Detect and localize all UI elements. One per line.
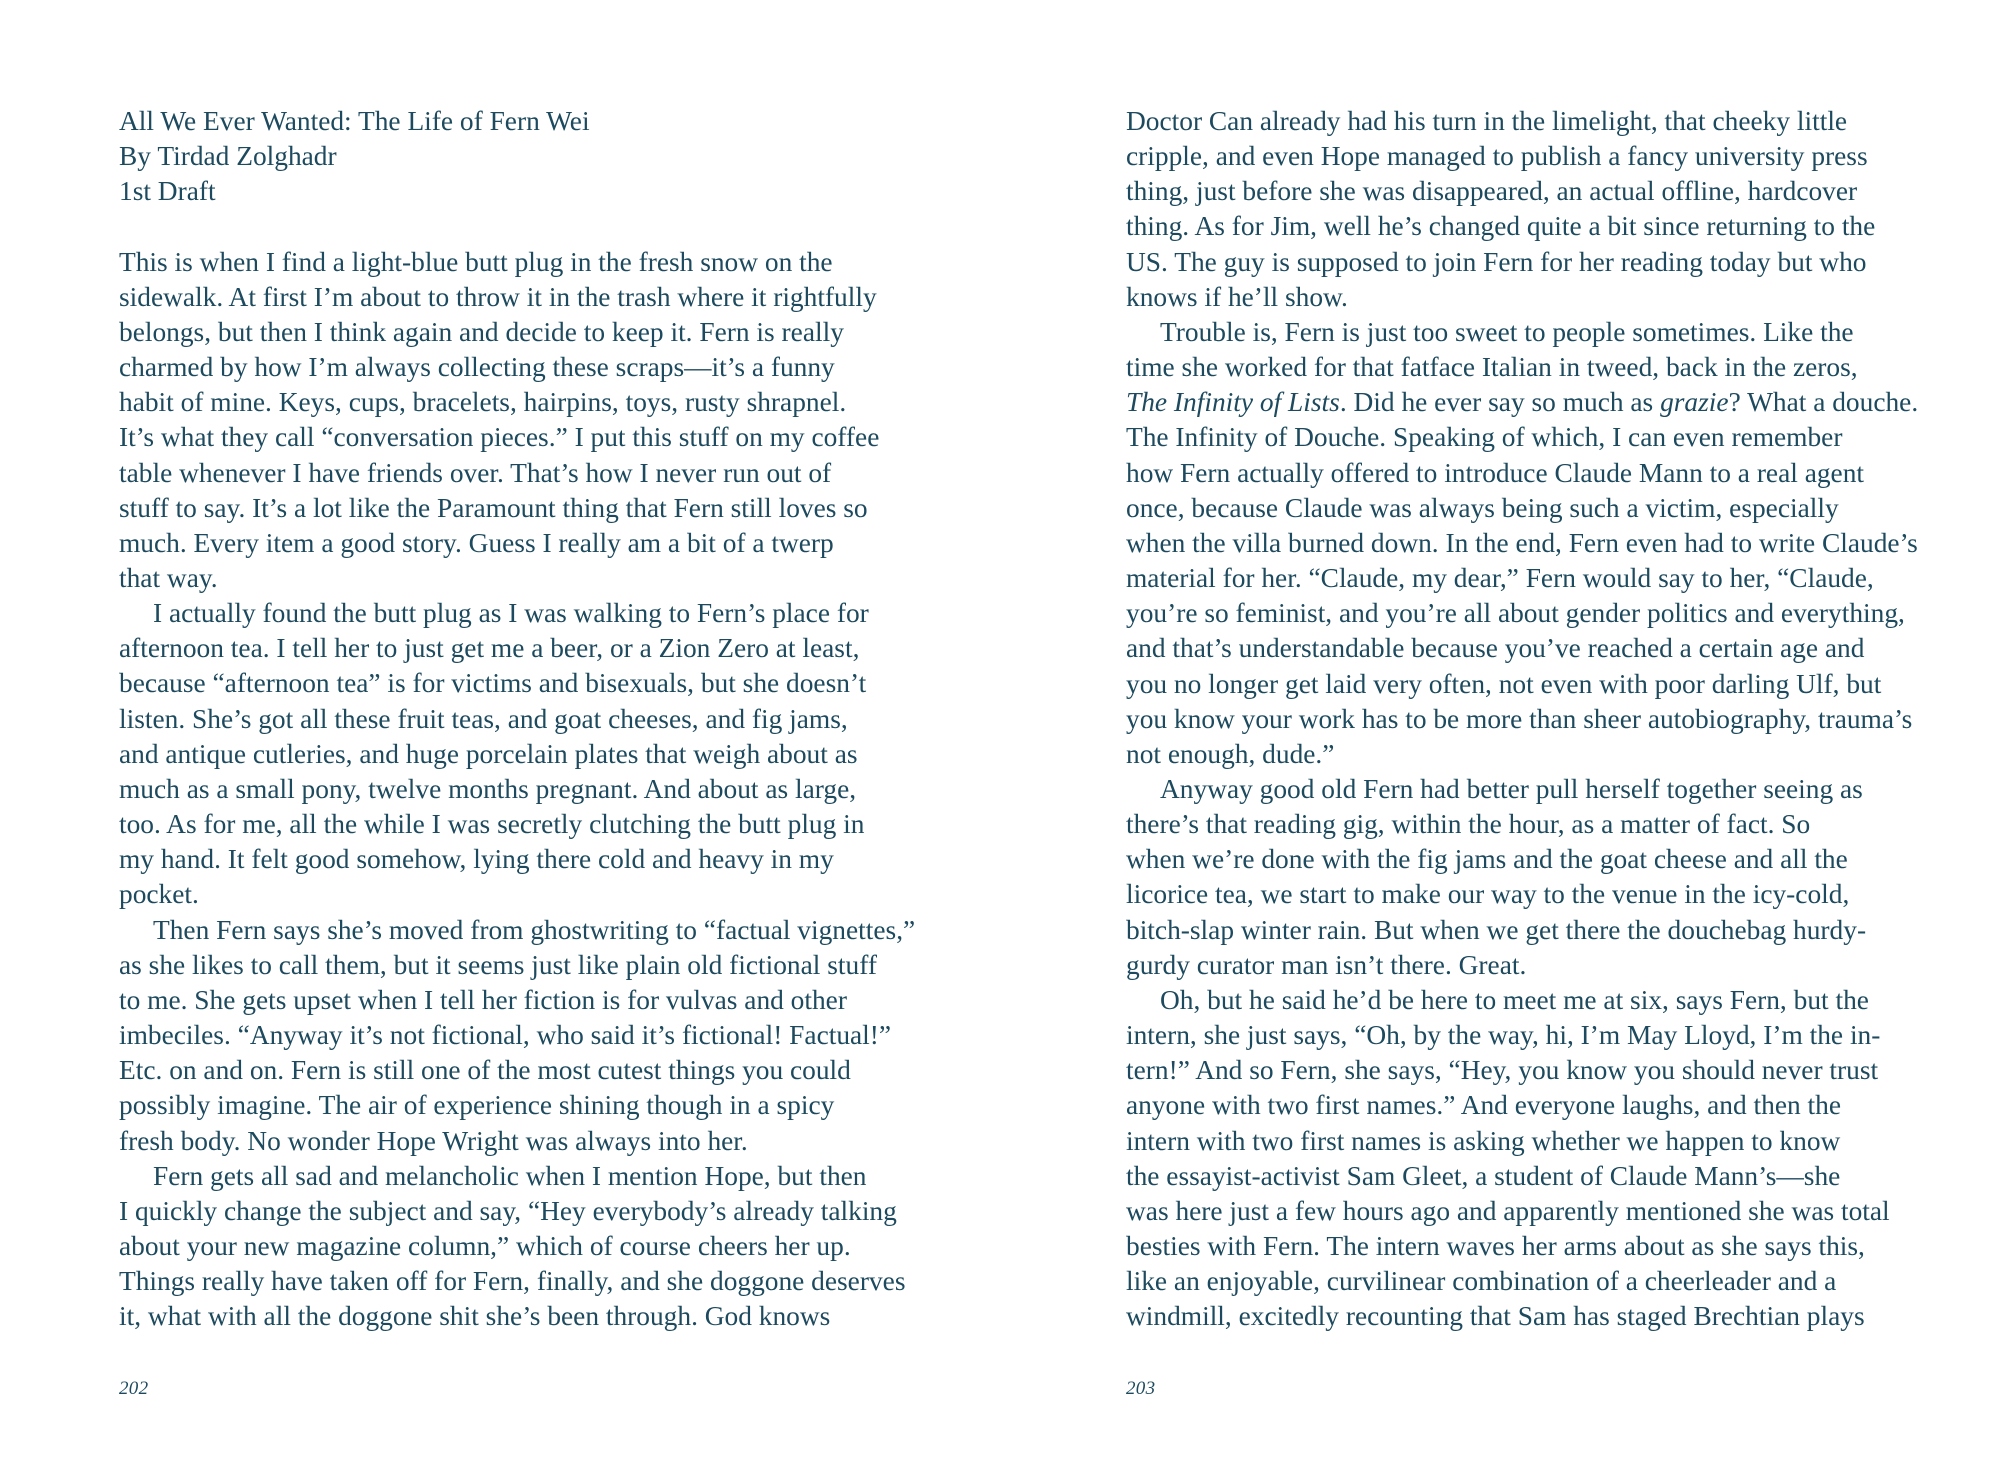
body-line: I quickly change the subject and say, “Hey everybody’s already talking	[119, 1195, 897, 1226]
author-line: By Tirdad Zolghadr	[119, 141, 337, 172]
body-line: habit of mine. Keys, cups, bracelets, hairpins, toys, rusty shrapnel.	[119, 387, 847, 418]
body-line: you know your work has to be more than sheer autobiography, trauma’s	[1126, 703, 1913, 734]
body-line: Anyway good old Fern had better pull herself together seeing as	[1160, 773, 1863, 804]
body-line: and that’s understandable because you’ve reached a certain age and	[1126, 633, 1865, 664]
body-line: The Infinity of Douche. Speaking of which, I can even remember	[1126, 422, 1843, 453]
right-body-text-bottom	[1126, 420, 1926, 1334]
draft-label: 1st Draft	[119, 176, 216, 207]
body-line: it, what with all the doggone shit she’s been through. God knows	[119, 1301, 831, 1332]
body-line: Things really have taken off for Fern, finally, and she doggone deserves	[119, 1266, 906, 1297]
body-line: belongs, but then I think again and decide to keep it. Fern is really	[119, 316, 844, 347]
body-line: intern with two first names is asking whether we happen to know	[1126, 1125, 1841, 1156]
body-line: you no longer get laid very often, not even with poor darling Ulf, but	[1126, 668, 1882, 699]
book-title: All We Ever Wanted: The Life of Fern Wei	[119, 106, 590, 136]
body-line: fresh body. No wonder Hope Wright was always into her.	[119, 1125, 748, 1156]
page-number-right: 203	[1126, 1378, 1156, 1399]
body-line: besties with Fern. The intern waves her arms about as she says this,	[1126, 1231, 1865, 1261]
body-line: not enough, dude.”	[1126, 738, 1335, 769]
italic-line-part: . Did he ever say so much as	[1339, 387, 1661, 418]
body-line: how Fern actually offered to introduce Claude Mann to a real agent	[1126, 457, 1865, 488]
body-line: thing, just before she was disappeared, an actual offline, hardcover	[1126, 176, 1858, 207]
body-line: much as a small pony, twelve months pregnant. And about as large,	[119, 773, 857, 804]
body-line: afternoon tea. I tell her to just get me a beer, or a Zion Zero at least,	[119, 633, 860, 664]
left-text-block	[119, 104, 919, 1334]
body-line: imbeciles. “Anyway it’s not fictional, who said it’s fictional! Factual!”	[119, 1020, 892, 1051]
body-line: too. As for me, all the while I was secretly clutching the butt plug in	[119, 809, 865, 840]
body-line: US. The guy is supposed to join Fern for her reading today but who	[1126, 246, 1867, 277]
body-line: Doctor Can already had his turn in the limelight, that cheeky little	[1126, 106, 1848, 136]
left-body-text	[119, 245, 919, 1335]
right-text-block	[1126, 104, 1926, 1334]
body-line: you’re so feminist, and you’re all about gender politics and everything,	[1126, 598, 1905, 629]
body-line: like an enjoyable, curvilinear combination of a cheerleader and a	[1126, 1266, 1837, 1297]
body-line: once, because Claude was always being such a victim, especially	[1126, 492, 1839, 523]
body-line-italics	[1126, 385, 1926, 420]
body-line: This is when I find a light-blue butt plug in the fresh snow on the	[119, 246, 833, 277]
body-line: sidewalk. At first I’m about to throw it in the trash where it rightfully	[119, 281, 877, 312]
body-line: anyone with two first names.” And everyone laughs, and then the	[1126, 1090, 1842, 1121]
body-line: I actually found the butt plug as I was walking to Fern’s place for	[153, 598, 869, 629]
body-line: cripple, and even Hope managed to publish a fancy university press	[1126, 141, 1868, 172]
body-line: about your new magazine column,” which of course cheers her up.	[119, 1230, 851, 1261]
body-line: was here just a few hours ago and apparently mentioned she was total	[1126, 1195, 1890, 1226]
body-line: that way.	[119, 563, 218, 594]
right-body-text-top	[1126, 104, 1926, 385]
body-line: knows if he’ll show.	[1126, 281, 1348, 312]
body-line: as she likes to call them, but it seems just like plain old fictional stuff	[119, 949, 877, 980]
body-line: material for her. “Claude, my dear,” Fern would say to her, “Claude,	[1126, 563, 1874, 594]
body-line: possibly imagine. The air of experience shining though in a spicy	[119, 1090, 835, 1121]
body-line: Then Fern says she’s moved from ghostwriting to “factual vignettes,”	[153, 914, 916, 945]
italic-book-title: The Infinity of Lists	[1126, 387, 1340, 418]
body-line: to me. She gets upset when I tell her fiction is for vulvas and other	[119, 984, 847, 1015]
body-line: there’s that reading gig, within the hour, as a matter of fact. So	[1126, 809, 1811, 840]
body-line: Etc. on and on. Fern is still one of the most cutest things you could	[119, 1055, 851, 1086]
body-line: table whenever I have friends over. That’s how I never run out of	[119, 457, 832, 488]
body-line: windmill, excitedly recounting that Sam has staged Brechtian plays	[1126, 1301, 1865, 1332]
page-number-left: 202	[119, 1378, 149, 1399]
body-line: tern!” And so Fern, she says, “Hey, you know you should never trust	[1126, 1055, 1879, 1086]
body-line: intern, she just says, “Oh, by the way, hi, I’m May Lloyd, I’m the in-	[1126, 1020, 1881, 1051]
body-line: the essayist-activist Sam Gleet, a student of Claude Mann’s—she	[1126, 1160, 1841, 1191]
body-line: much. Every item a good story. Guess I really am a bit of a twerp	[119, 527, 834, 558]
body-line: time she worked for that fatface Italian in tweed, back in the zeros,	[1126, 352, 1858, 383]
body-line: and antique cutleries, and huge porcelain plates that weigh about as	[119, 738, 858, 769]
body-line: when we’re done with the fig jams and the goat cheese and all the	[1126, 844, 1848, 875]
body-line: when the villa burned down. In the end, Fern even had to write Claude’s	[1126, 527, 1918, 558]
body-line: licorice tea, we start to make our way to the venue in the icy-cold,	[1126, 879, 1850, 910]
body-line: gurdy curator man isn’t there. Great.	[1126, 949, 1527, 980]
body-line: pocket.	[119, 879, 199, 910]
body-line: bitch-slap winter rain. But when we get there the douchebag hurdy-	[1126, 914, 1867, 945]
body-line: stuff to say. It’s a lot like the Paramount thing that Fern still loves so	[119, 492, 868, 523]
body-line: charmed by how I’m always collecting these scraps—it’s a funny	[119, 352, 835, 383]
body-line: because “afternoon tea” is for victims and bisexuals, but she doesn’t	[119, 668, 867, 699]
body-line: Trouble is, Fern is just too sweet to people sometimes. Like the	[1160, 316, 1854, 347]
header-spacer	[119, 209, 919, 244]
right-page	[1000, 0, 2000, 1458]
italic-line-end: ? What a douche.	[1728, 387, 1919, 418]
body-line: Fern gets all sad and melancholic when I mention Hope, but then	[153, 1160, 867, 1191]
body-line: thing. As for Jim, well he’s changed quite a bit since returning to the	[1126, 211, 1876, 242]
body-line: listen. She’s got all these fruit teas, and goat cheeses, and fig jams,	[119, 703, 848, 734]
body-line: Oh, but he said he’d be here to meet me at six, says Fern, but the	[1160, 984, 1869, 1015]
italic-word: grazie	[1660, 387, 1729, 418]
body-line: my hand. It felt good somehow, lying there cold and heavy in my	[119, 844, 834, 875]
body-line: It’s what they call “conversation pieces.” I put this stuff on my coffee	[119, 422, 880, 453]
